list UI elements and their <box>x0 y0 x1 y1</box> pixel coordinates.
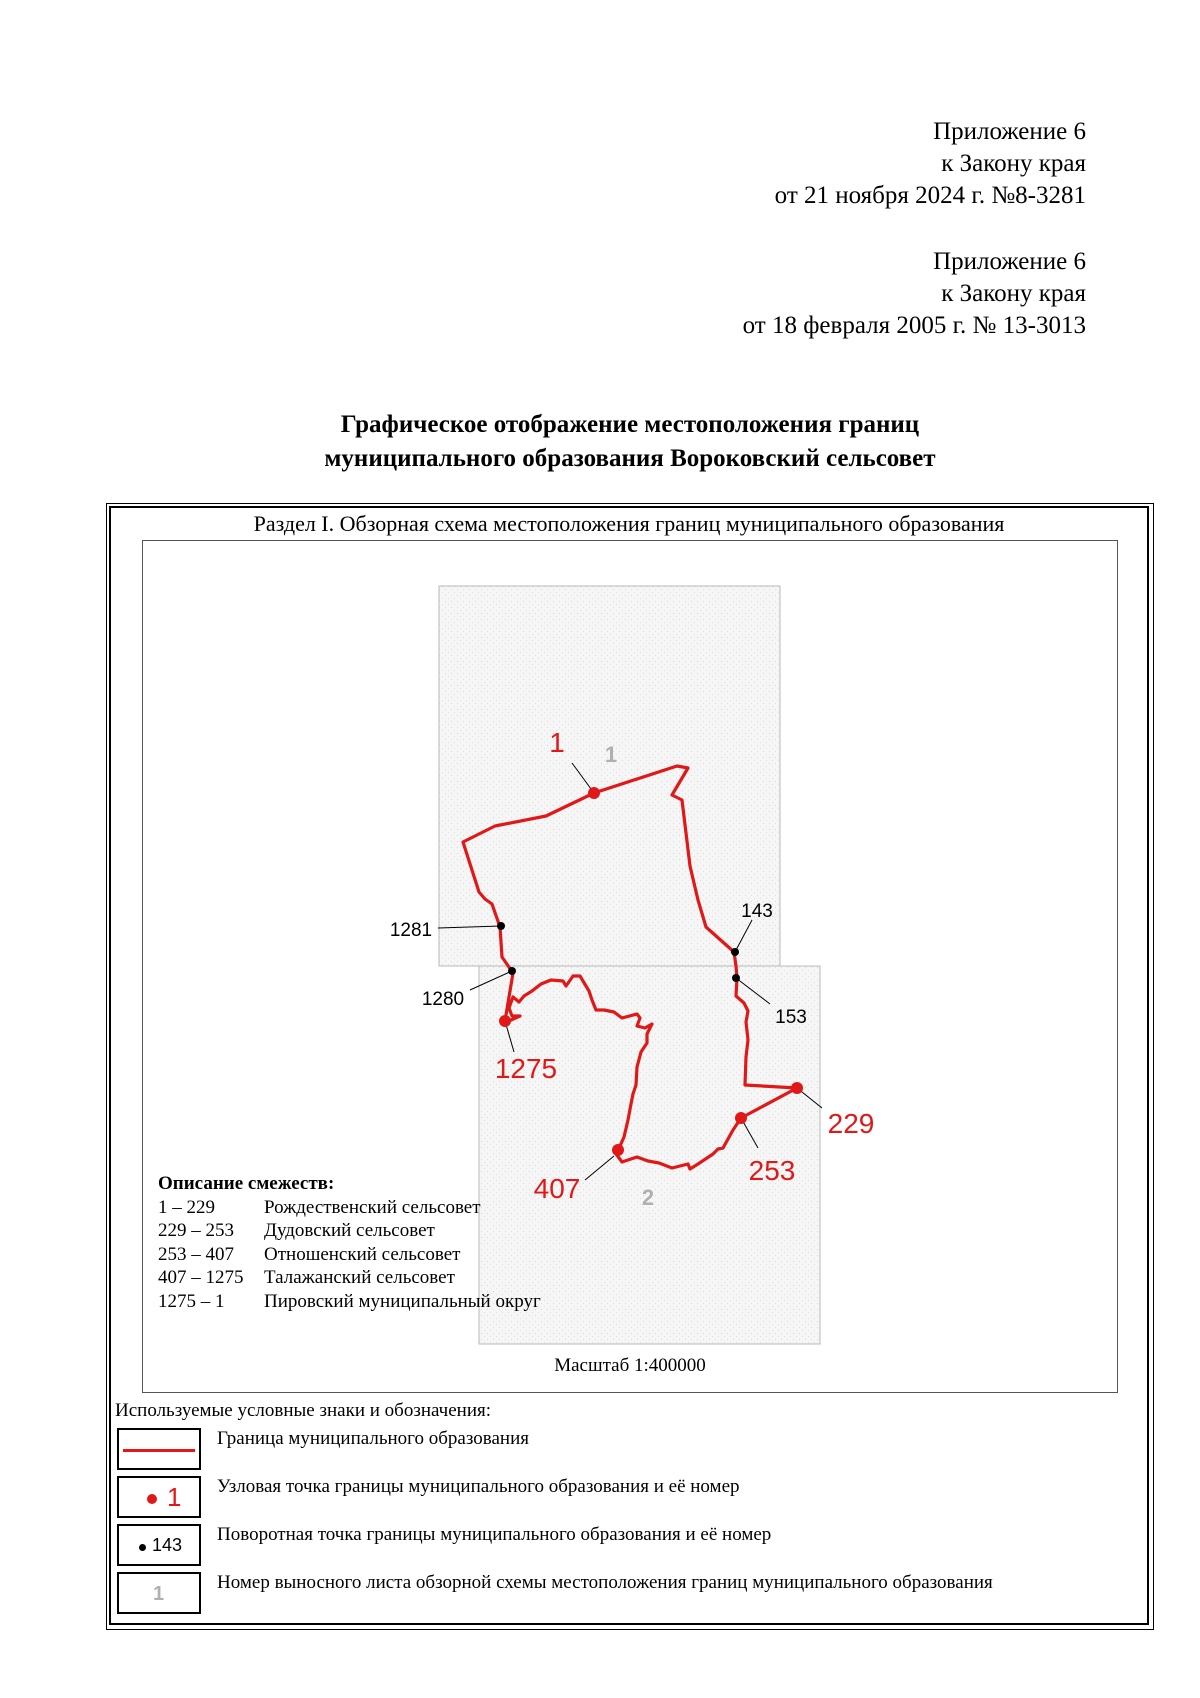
turn-point-143 <box>731 948 739 956</box>
legend-title: Используемые условные знаки и обозначения: <box>115 1400 492 1421</box>
node-point-sample-number: 1 <box>167 1482 182 1512</box>
legend-item-boundary <box>117 1428 1137 1474</box>
legend-item-node-point <box>117 1476 1137 1522</box>
adjacency-name: Дудовский сельсовет <box>264 1220 435 1241</box>
adjacency-range: 253 – 407 <box>158 1243 234 1265</box>
adjacency-range: 407 – 1275 <box>158 1267 244 1288</box>
turn-point-sample-number: 143 <box>152 1535 183 1555</box>
adjacency-range: 1 – 229 <box>158 1196 215 1218</box>
adjacency-name: Отношенский сельсовет <box>264 1243 461 1265</box>
turn-point-1280 <box>508 967 516 975</box>
node-label-229: 229 <box>827 1108 875 1139</box>
node-label-1275: 1275 <box>494 1053 558 1084</box>
turn-label-1281: 1281 <box>389 920 433 941</box>
adjacency-row <box>158 1290 541 1314</box>
header-appendix-label: Приложение 6 <box>933 118 1086 145</box>
header-law-label: к Закону края <box>941 280 1086 307</box>
node-point-407 <box>612 1144 624 1156</box>
sheet-number-1: 1 <box>604 742 618 767</box>
turn-label-153: 153 <box>775 1007 807 1028</box>
node-point-1 <box>588 787 600 799</box>
adjacency-range: 229 – 253 <box>158 1220 234 1241</box>
adjacency-range: 1275 – 1 <box>158 1290 225 1312</box>
turn-label-1280: 1280 <box>421 989 465 1010</box>
node-label-407: 407 <box>533 1173 581 1204</box>
node-point-253 <box>735 1112 747 1124</box>
legend-text: Номер выносного листа обзорной схемы местоположения границ муниципального образования <box>217 1572 993 1593</box>
adjacency-row <box>158 1266 541 1290</box>
map-sheet-1 <box>439 586 780 966</box>
map-scale: Масштаб 1:400000 <box>554 1355 706 1376</box>
legend-text: Поворотная точка границы муниципального образования и её номер <box>217 1524 772 1545</box>
adjacency-name: Рождественский сельсовет <box>264 1196 481 1218</box>
node-label-253: 253 <box>748 1155 796 1186</box>
header-law-date: от 21 ноября 2024 г. №8-3281 <box>774 182 1086 209</box>
turn-point-1281 <box>497 922 505 930</box>
title-line-1: Графическое отображение местоположения границ <box>340 411 920 438</box>
node-point-229 <box>791 1082 803 1094</box>
adjacency-name: Пировский муниципальный округ <box>264 1290 541 1312</box>
adjacency-row <box>158 1196 541 1220</box>
adjacency-title: Описание смежеств: <box>158 1173 335 1194</box>
legend-symbol-node-point <box>117 1476 201 1518</box>
node-point-symbol <box>147 1494 157 1504</box>
turn-point-153 <box>732 974 740 982</box>
boundary-line-symbol <box>123 1449 195 1452</box>
adjacency-row <box>158 1219 541 1243</box>
section-title: Раздел I. Обзорная схема местоположения границ муниципального образования <box>253 511 1005 536</box>
legend-symbol-turn-point <box>117 1524 201 1566</box>
adjacency-name: Талажанский сельсовет <box>264 1267 455 1288</box>
legend-symbol-sheet-number <box>117 1572 201 1614</box>
title-line-2: муниципального образования Вороковский сельсовет <box>324 445 936 472</box>
turn-point-symbol <box>139 1544 146 1551</box>
legend-item-sheet-number <box>117 1572 1137 1618</box>
legend-text: Узловая точка границы муниципального образования и её номер <box>217 1476 740 1497</box>
adjacency-description <box>158 1172 541 1313</box>
header-law-date: от 18 февраля 2005 г. № 13-3013 <box>742 312 1086 339</box>
node-label-1: 1 <box>549 727 565 758</box>
legend-text: Граница муниципального образования <box>217 1428 529 1449</box>
header-appendix-label: Приложение 6 <box>933 248 1086 275</box>
header-law-label: к Закону края <box>941 150 1086 177</box>
sheet-number-sample: 1 <box>153 1583 165 1605</box>
adjacency-row <box>158 1243 541 1267</box>
legend-item-turn-point <box>117 1524 1137 1570</box>
legend-symbol-boundary-line <box>117 1428 201 1470</box>
node-point-1275 <box>499 1015 511 1027</box>
turn-label-143: 143 <box>741 901 773 922</box>
sheet-number-2: 2 <box>641 1185 655 1210</box>
